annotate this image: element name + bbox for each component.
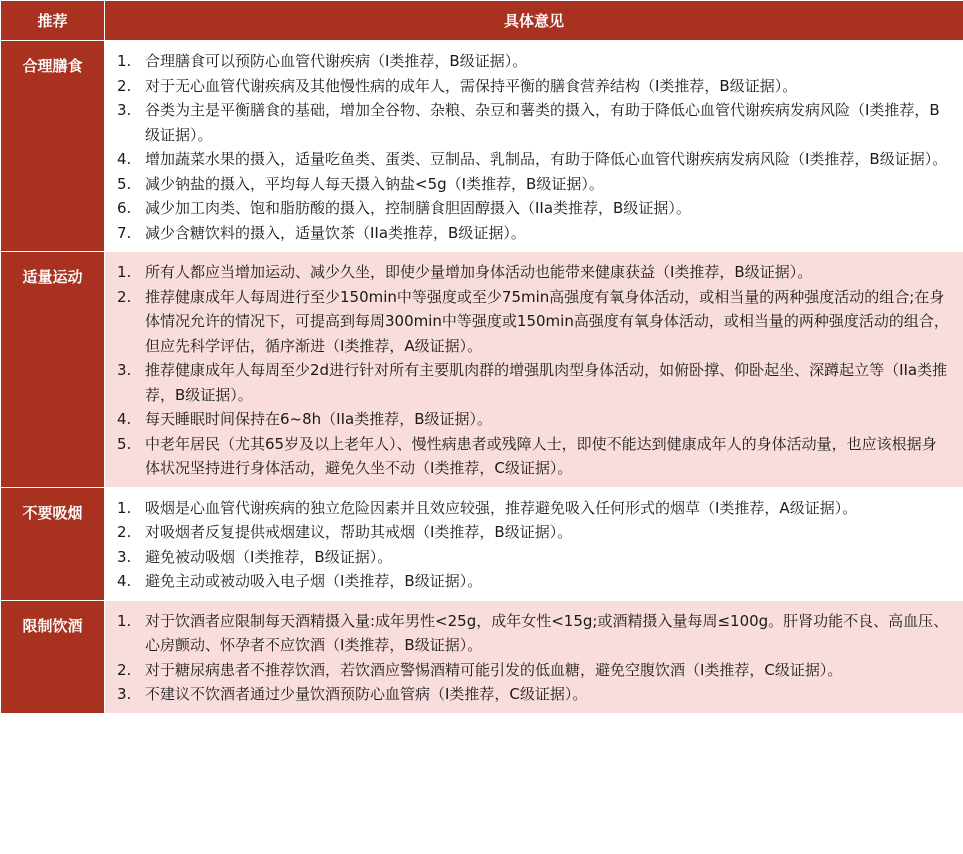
table-header-row: [1, 1, 963, 41]
list-item: 1. 吸烟是心血管代谢疾病的独立危险因素并且效应较强，推荐避免吸入任何形式的烟草（I类推荐，A级证据）。: [117, 498, 858, 517]
list-item: 2. 对于无心血管代谢疾病及其他慢性病的成年人，需保持平衡的膳食营养结构（I类推荐，B级证据）。: [117, 76, 798, 95]
list-item: 6. 减少加工肉类、饱和脂肪酸的摄入，控制膳食胆固醇摄入（IIa类推荐，B级证据）。: [117, 199, 691, 217]
list-item: 1. 所有人都应当增加运动、减少久坐，即使少量增加身体活动也能带来健康获益（I类推荐，B级证据）。: [117, 263, 813, 281]
row-content: [105, 600, 963, 713]
list-item: 5. 减少钠盐的摄入，平均每人每天摄入钠盐<5g（I类推荐，B级证据）。: [117, 174, 604, 193]
header-recommendation: 推荐: [1, 1, 105, 41]
row-content: [105, 252, 963, 488]
list-item: 1. 合理膳食可以预防心血管代谢疾病（I类推荐，B级证据）。: [117, 52, 528, 70]
header-details: 具体意见: [105, 1, 963, 41]
row-label: 限制饮酒: [1, 600, 105, 713]
table-row-diet: [1, 41, 963, 252]
list-item: 5. 中老年居民（尤其65岁及以上老年人）、慢性病患者或残障人士，即使不能达到健康成年人的身体活动量，也应该根据身体状况坚持进行身体活动，避免久坐不动（I类推荐，C级证据）。: [117, 434, 937, 477]
list-item: 4. 增加蔬菜水果的摄入，适量吃鱼类、蛋类、豆制品、乳制品，有助于降低心血管代谢疾病发病风险（I类推荐，B级证据）。: [117, 150, 948, 168]
list-item: 2. 对吸烟者反复提供戒烟建议，帮助其戒烟（I类推荐，B级证据）。: [117, 523, 573, 541]
list-item: 3. 不建议不饮酒者通过少量饮酒预防心血管病（I类推荐，C级证据）。: [117, 685, 588, 703]
table-row-alcohol: [1, 600, 963, 713]
list-item: 3. 避免被动吸烟（I类推荐，B级证据）。: [117, 547, 393, 566]
list-item: 3. 谷类为主是平衡膳食的基础，增加全谷物、杂粮、杂豆和薯类的摄入，有助于降低心血管代谢疾病发病风险（I类推荐，B级证据）。: [117, 101, 940, 144]
table-row-smoking: [1, 487, 963, 600]
list-item: 3. 推荐健康成年人每周至少2d进行针对所有主要肌肉群的增强肌肉型身体活动，如俯卧撑、仰卧起坐、深蹲起立等（IIa类推荐，B级证据）。: [117, 361, 948, 404]
row-label: 合理膳食: [1, 41, 105, 252]
row-content: [105, 487, 963, 600]
list-item: 4. 避免主动或被动吸入电子烟（I类推荐，B级证据）。: [117, 572, 483, 590]
list-item: 4. 每天睡眠时间保持在6~8h（IIa类推荐，B级证据）。: [117, 410, 492, 428]
table-row-exercise: [1, 252, 963, 488]
list-item: 1. 对于饮酒者应限制每天酒精摄入量:成年男性<25g，成年女性<15g;或酒精摄入量每周≤100g。肝肾功能不良、高血压、心房颤动、怀孕者不应饮酒（I类推荐，B级证据）。: [117, 611, 949, 654]
list-item: 2. 对于糖尿病患者不推荐饮酒，若饮酒应警惕酒精可能引发的低血糖，避免空腹饮酒（I类推荐，C级证据）。: [117, 660, 843, 679]
list-item: 2. 推荐健康成年人每周进行至少150min中等强度或至少75min高强度有氧身体活动，或相当量的两种强度活动的组合;在身体情况允许的情况下，可提高到每周300min中等强度或150min高强度有氧身体活动，或相当量的两种强度活动的组合，但应先科学评估，循序渐进（I类推荐，A级证据）。: [117, 287, 949, 355]
list-item: 7. 减少含糖饮料的摄入，适量饮茶（IIa类推荐，B级证据）。: [117, 223, 526, 242]
row-label: 不要吸烟: [1, 487, 105, 600]
row-content: [105, 41, 963, 252]
row-label: 适量运动: [1, 252, 105, 488]
